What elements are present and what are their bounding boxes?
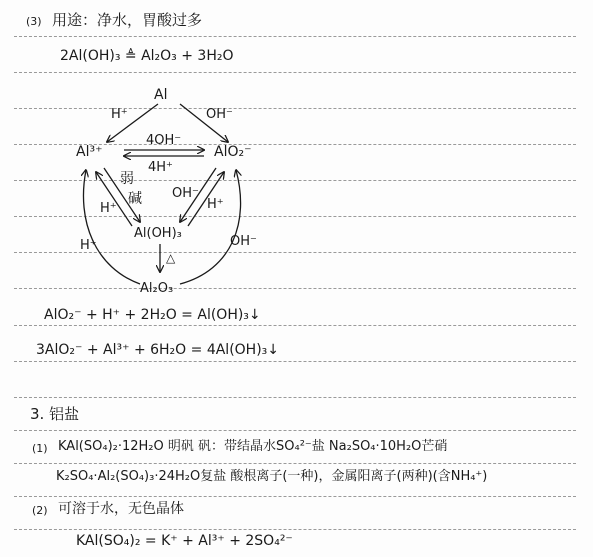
item-number: (2) bbox=[32, 504, 48, 517]
label-oh-right-outer: OH⁻ bbox=[230, 234, 257, 249]
label-oh-right-inner: OH⁻ bbox=[172, 186, 199, 201]
heat-symbol: △ bbox=[166, 251, 176, 265]
item-number: (1) bbox=[32, 442, 48, 455]
label-h-right-inner: H⁺ bbox=[207, 197, 224, 212]
label-base: 碱 bbox=[128, 191, 142, 207]
label-h-left-inner: H⁺ bbox=[100, 201, 117, 216]
label-oh-al-to-alo2: OH⁻ bbox=[206, 107, 233, 122]
label-4oh: 4OH⁻ bbox=[146, 133, 182, 148]
label-weak: 弱 bbox=[120, 171, 134, 187]
label-h-left-outer: H⁺ bbox=[80, 238, 97, 253]
species-alo2: AlO₂⁻ bbox=[214, 144, 252, 160]
arrow-al2o3-to-al3 bbox=[83, 170, 140, 284]
equation-alo2-al3: 3AlO₂⁻ + Al³⁺ + 6H₂O = 4Al(OH)₃↓ bbox=[36, 342, 280, 358]
item-number: (3) bbox=[26, 15, 42, 28]
decomposition-equation: 2Al(OH)₃ ≜ Al₂O₃ + 3H₂O bbox=[60, 48, 234, 64]
species-aloh3: Al(OH)₃ bbox=[134, 226, 182, 241]
solubility-line: 可溶于水，无色晶体 bbox=[58, 501, 184, 517]
ionization-equation: KAl(SO₄)₂ = K⁺ + Al³⁺ + 2SO₄²⁻ bbox=[76, 533, 293, 549]
section-title: 3. 铝盐 bbox=[30, 405, 80, 423]
species-al3: Al³⁺ bbox=[76, 144, 103, 160]
equation-alo2-acid: AlO₂⁻ + H⁺ + 2H₂O = Al(OH)₃↓ bbox=[44, 307, 261, 323]
use-heading: 用途：净水，胃酸过多 bbox=[52, 11, 203, 29]
species-al: Al bbox=[154, 87, 168, 103]
double-salt-line: K₂SO₄·Al₂(SO₄)₃·24H₂O复盐 酸根离子(一种)，金属阳离子(两种)(含NH₄⁺) bbox=[56, 469, 488, 484]
label-4h: 4H⁺ bbox=[148, 160, 173, 175]
alum-line: KAl(SO₄)₂·12H₂O 明矾 矾：带结晶水SO₄²⁻盐 Na₂SO₄·10H₂O芒硝 bbox=[58, 439, 448, 454]
species-al2o3: Al₂O₃ bbox=[140, 281, 174, 296]
label-h-al-to-al3: H⁺ bbox=[111, 107, 128, 122]
